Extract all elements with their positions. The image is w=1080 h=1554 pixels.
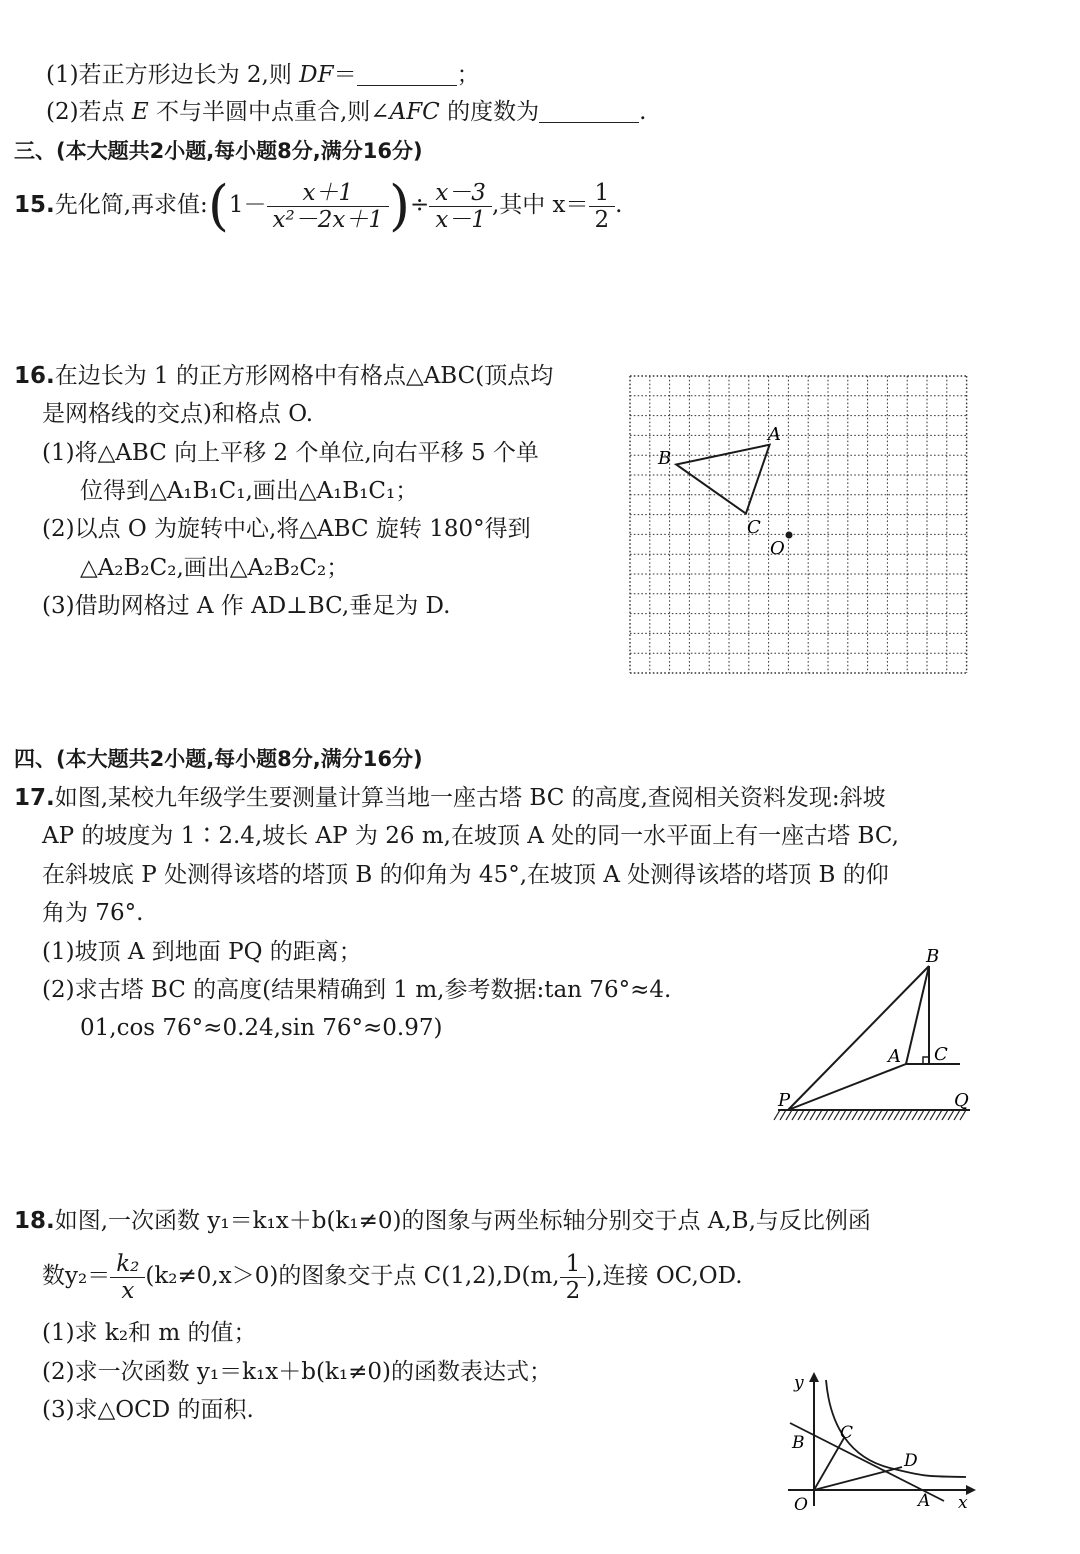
label-b: B [658, 448, 672, 469]
q18-part2: (2)求一次函数 y₁＝k₁x＋b(k₁≠0)的函数表达式； [42, 1359, 552, 1385]
q18-half-den: 2 [565, 1277, 581, 1304]
q16-line2: 是网格线的交点)和格点 O. [42, 401, 314, 427]
label-x: x [958, 1493, 968, 1513]
q18-k2-num: k₂ [110, 1251, 145, 1278]
hatch-stroke [876, 1110, 882, 1120]
question-15 [14, 172, 622, 238]
q15-text: 先化简,再求值: [54, 192, 208, 218]
q18-k2-den: x [121, 1277, 135, 1304]
label-a: A [888, 1046, 901, 1067]
section-4-header: 四、(本大题共2小题,每小题8分,满分16分) [14, 747, 423, 771]
q14-part1-text: (1)若正方形边长为 2,则 [46, 62, 300, 88]
hatch-stroke [942, 1110, 948, 1120]
hatch-stroke [918, 1110, 924, 1120]
hatch-stroke [900, 1110, 906, 1120]
q15-f2-den: x－1 [435, 206, 486, 233]
grid-lines [630, 376, 967, 673]
q15-f1-den: x²－2x＋1 [272, 206, 383, 233]
q14-part2-end: . [639, 99, 647, 125]
hatch-stroke [810, 1110, 816, 1120]
q17-part2a: (2)求古塔 BC 的高度(结果精确到 1 m,参考数据:tan 76°≈4. [42, 977, 672, 1003]
hatch-stroke [882, 1110, 888, 1120]
q15-fraction-2 [429, 180, 492, 233]
hatch-stroke [906, 1110, 912, 1120]
slope-ap [788, 1064, 906, 1110]
q16-line1-text: 在边长为 1 的正方形网格中有格点△ABC(顶点均 [54, 363, 554, 389]
q17-tower-figure [770, 942, 980, 1132]
q15-f3-num: 1 [589, 180, 616, 207]
hatch-stroke [864, 1110, 870, 1120]
q18-fraction-k2 [110, 1251, 145, 1304]
label-a: A [918, 1491, 931, 1511]
q17-line4: 角为 76°. [42, 900, 144, 926]
q17-line2: AP 的坡度为 1∶2.4,坡长 AP 为 26 m,在坡顶 A 处的同一水平面上有一座古塔 BC, [42, 823, 899, 849]
hatch-stroke [780, 1110, 786, 1120]
label-c: C [747, 517, 761, 538]
sight-ab [906, 966, 929, 1064]
q18-line2-pre: 数y₂＝ [42, 1263, 111, 1289]
hatch-stroke [924, 1110, 930, 1120]
label-q: Q [954, 1090, 969, 1111]
y-axis-arrow [809, 1372, 819, 1382]
label-c: C [840, 1423, 854, 1443]
hatch-stroke [936, 1110, 942, 1120]
answer-blank-df[interactable] [357, 63, 457, 86]
q15-fraction-3 [589, 180, 616, 233]
q18-part3: (3)求△OCD 的面积. [42, 1397, 254, 1423]
ground-hatching [774, 1110, 966, 1120]
q16-part1a: (1)将△ABC 向上平移 2 个单位,向右平移 5 个单 [42, 440, 539, 466]
q15-end: . [615, 192, 623, 218]
q15-number: 15. [14, 192, 55, 218]
q15-f2-num: x－3 [429, 180, 492, 207]
hatch-stroke [870, 1110, 876, 1120]
hatch-stroke [834, 1110, 840, 1120]
q18-function-figure [780, 1366, 980, 1518]
hatch-stroke [948, 1110, 954, 1120]
q14-part1 [46, 60, 480, 90]
q15-f1-num: x＋1 [267, 180, 389, 207]
label-y: y [794, 1373, 804, 1393]
hatch-stroke [822, 1110, 828, 1120]
q14-part2 [46, 97, 646, 127]
q18-part1: (1)求 k₂和 m 的值； [42, 1320, 257, 1346]
q18-line2 [42, 1248, 743, 1304]
q16-number: 16. [14, 363, 55, 389]
q14-part2-suffix: 的度数为 [439, 99, 540, 125]
q14-part2-text: (2)若点 [46, 99, 132, 125]
q18-fraction-half [560, 1251, 587, 1304]
hatch-stroke [846, 1110, 852, 1120]
hatch-stroke [894, 1110, 900, 1120]
hatch-stroke [828, 1110, 834, 1120]
hatch-stroke [858, 1110, 864, 1120]
q18-line1 [14, 1206, 871, 1236]
q18-line1-text: 如图,一次函数 y₁＝k₁x＋b(k₁≠0)的图象与两坐标轴分别交于点 A,B,与反比例函 [54, 1208, 871, 1234]
label-a: A [768, 424, 781, 445]
q16-line1 [14, 361, 553, 391]
hatch-stroke [960, 1110, 966, 1120]
q15-div: ÷ [410, 192, 430, 218]
hatch-stroke [786, 1110, 792, 1120]
label-b: B [792, 1433, 805, 1453]
q18-half-num: 1 [560, 1251, 587, 1278]
hatch-stroke [804, 1110, 810, 1120]
hatch-stroke [912, 1110, 918, 1120]
q14-part2-mid: 不与半圆中点重合,则∠ [148, 99, 390, 125]
hatch-stroke [888, 1110, 894, 1120]
q15-where: ,其中 x＝ [491, 192, 589, 218]
q17-line3: 在斜坡底 P 处测得该塔的塔顶 B 的仰角为 45°,在坡顶 A 处测得该塔的塔顶 B 的仰 [42, 862, 889, 888]
section-3-header: 三、(本大题共2小题,每小题8分,满分16分) [14, 139, 423, 163]
q17-line1-text: 如图,某校九年级学生要测量计算当地一座古塔 BC 的高度,查阅相关资料发现:斜坡 [54, 785, 886, 811]
q17-number: 17. [14, 785, 55, 811]
hatch-stroke [798, 1110, 804, 1120]
hatch-stroke [792, 1110, 798, 1120]
hatch-stroke [774, 1110, 780, 1120]
label-d: D [904, 1451, 918, 1471]
q17-part1: (1)坡顶 A 到地面 PQ 的距离； [42, 939, 362, 965]
q14-part2-var: E [131, 99, 149, 125]
q17-part2b: 01,cos 76°≈0.24,sin 76°≈0.97) [80, 1015, 443, 1041]
q15-paren-close: ) [388, 174, 411, 237]
segment-od [814, 1467, 902, 1490]
q16-grid-figure [622, 368, 978, 682]
q14-part2-angle: AFC [389, 99, 440, 125]
q18-number: 18. [14, 1208, 55, 1234]
hatch-stroke [816, 1110, 822, 1120]
q18-line2-mid: (k₂≠0,x＞0)的图象交于点 C(1,2),D(m, [145, 1263, 560, 1289]
label-o: O [770, 538, 785, 559]
q14-part1-eq: ＝ [333, 62, 357, 88]
q16-part1b: 位得到△A₁B₁C₁,画出△A₁B₁C₁； [80, 478, 419, 504]
sight-pb [788, 966, 929, 1110]
point-o [786, 532, 793, 539]
q15-fraction-1 [267, 180, 389, 233]
label-o: O [794, 1495, 808, 1515]
q15-paren-open: ( [207, 174, 229, 237]
q16-part2a: (2)以点 O 为旋转中心,将△ABC 旋转 180°得到 [42, 516, 531, 542]
q15-one: 1－ [228, 192, 267, 218]
q14-part1-var: DF [299, 62, 334, 88]
label-p: P [778, 1090, 791, 1111]
hatch-stroke [930, 1110, 936, 1120]
hatch-stroke [852, 1110, 858, 1120]
segment-oc [814, 1438, 844, 1490]
q16-part2b: △A₂B₂C₂,画出△A₂B₂C₂； [80, 555, 350, 581]
q17-line1 [14, 783, 886, 813]
answer-blank-afc[interactable] [539, 100, 639, 123]
q16-part3: (3)借助网格过 A 作 AD⊥BC,垂足为 D. [42, 593, 451, 619]
label-b: B [926, 946, 940, 967]
hatch-stroke [954, 1110, 960, 1120]
q15-f3-den: 2 [594, 206, 610, 233]
label-c: C [934, 1044, 948, 1065]
hatch-stroke [840, 1110, 846, 1120]
q14-part1-end: ； [456, 62, 480, 88]
q18-line2-end: ),连接 OC,OD. [586, 1263, 743, 1289]
